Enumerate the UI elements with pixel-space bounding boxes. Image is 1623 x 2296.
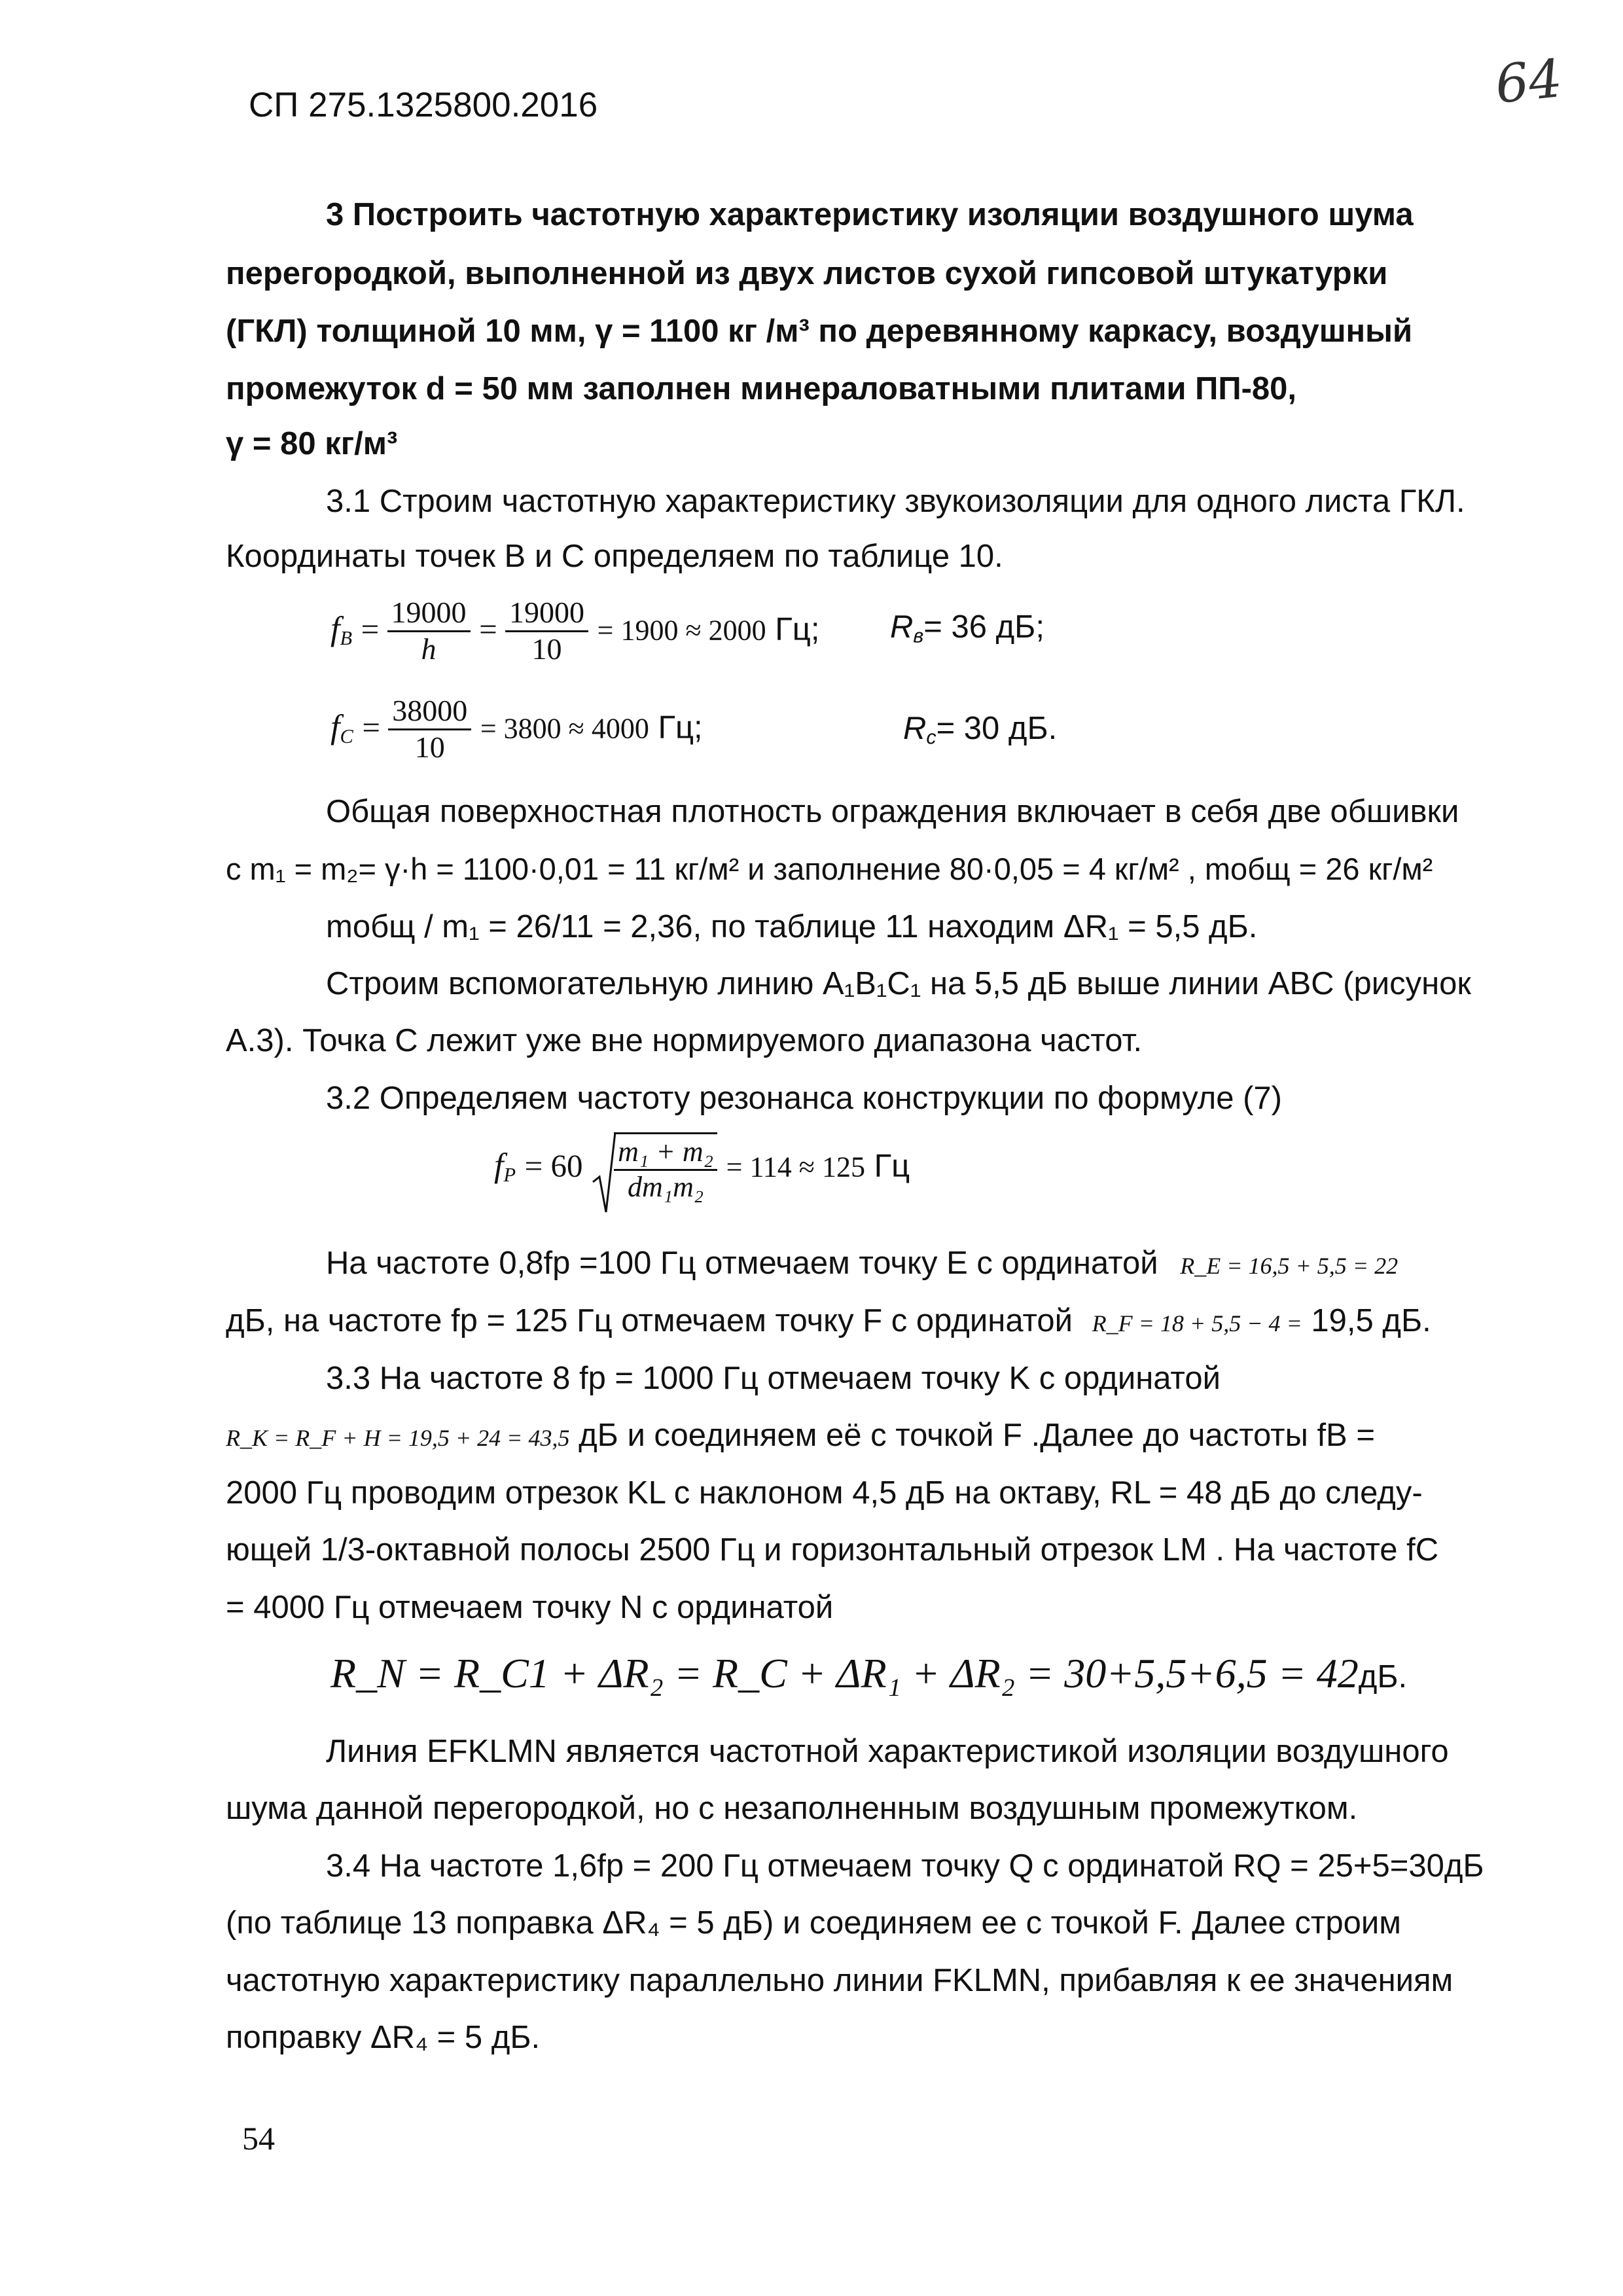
s31-para-4: Строим вспомогательную линию A₁B₁C₁ на 5,5 дБ выше линии ABC (рисунок [326, 966, 1471, 1001]
s33-para-2: шума данной перегородкой, но с незаполненным воздушным промежутком. [226, 1791, 1358, 1826]
handwritten-page-number: 64 [1492, 47, 1565, 116]
rc-value: $R_c= 30$ дБ. [903, 711, 1058, 749]
s33-para-1: Линия EFKLMN является частотной характеристикой изоляции воздушного [326, 1734, 1449, 1769]
s31-para-1: Общая поверхностная плотность ограждения включает в себя две обшивки [326, 794, 1459, 829]
rb-value: $R_в= 36$ дБ; [890, 609, 1044, 647]
s33-line-3: 2000 Гц проводим отрезок KL с наклоном 4,5 дБ на октаву, RL = 48 дБ до следу- [226, 1475, 1423, 1511]
task-heading-line-3: (ГКЛ) толщиной 10 мм, γ = 1100 кг /м³ по деревянному каркасу, воздушный [226, 314, 1413, 349]
s33-line-5: = 4000 Гц отмечаем точку N с ординатой [226, 1590, 834, 1625]
s33-line-2: R_K = R_F + H = 19,5 + 24 = 43,5 дБ и соединяем её с точкой F .Далее до частоты fB = [226, 1418, 1375, 1453]
formula-fb: $f_B$ = $\frac{19000}{h}$ = $\frac{19000}{10}$ = 1900 ≈ 2000 Гц; [330, 596, 820, 666]
s31-line-1: 3.1 Строим частотную характеристику звукоизоляции для одного листа ГКЛ. [326, 484, 1465, 519]
s33-line-1: 3.3 На частоте 8 fр = 1000 Гц отмечаем точку K с ординатой [326, 1361, 1221, 1396]
s32-line-1: 3.2 Определяем частоту резонанса конструкции по формуле (7) [326, 1081, 1283, 1116]
task-heading-line-4: промежуток d = 50 мм заполнен минераловатными плитами ПП-80, [226, 371, 1297, 406]
formula-fp: $f_P = 60$ $\frac{\text{m₁ + m₂}}{\text{dm₁m₂}}$ = 114 ≈ 125 Гц [494, 1132, 910, 1204]
task-heading-line-2: перегородкой, выполненной из двух листов сухой гипсовой штукатурки [226, 256, 1388, 291]
s34-line-4: поправку ΔR₄ = 5 дБ. [226, 2020, 541, 2055]
formula-rn: R_N = R_C1 + ΔR₂ = R_C + ΔR₁ + ΔR₂ = 30+5,5+6,5 = 42дБ. [330, 1650, 1408, 1696]
document-code: СП 275.1325800.2016 [249, 86, 598, 124]
s31-para-5: А.3). Точка C лежит уже вне нормируемого диапазона частот. [226, 1023, 1143, 1058]
s34-line-1: 3.4 На частоте 1,6fр = 200 Гц отмечаем точку Q с ординатой RQ = 25+5=30дБ [326, 1848, 1484, 1884]
task-heading-line-1: 3 Построить частотную характеристику изоляции воздушного шума [326, 197, 1414, 232]
s32-para-1: На частоте 0,8fр =100 Гц отмечаем точку E с ординатой R_E = 16,5 + 5,5 = 22 [326, 1246, 1399, 1281]
formula-fc: $f_C$ = $\frac{38000}{10}$ = 3800 ≈ 4000 Гц; [330, 694, 703, 764]
s34-line-2: (по таблице 13 поправка ΔR₄ = 5 дБ) и соединяем ее с точкой F. Далее строим [226, 1905, 1401, 1941]
s34-line-3: частотную характеристику параллельно линии FKLMN, прибавляя к ее значениям [226, 1963, 1454, 1998]
s31-para-2: с m₁ = m₂= γ·h = 1100·0,01 = 11 кг/м² и заполнение 80·0,05 = 4 кг/м² , mобщ = 26 кг/м² [226, 852, 1433, 886]
s32-para-2: дБ, на частоте fр = 125 Гц отмечаем точку F с ординатой R_F = 18 + 5,5 − 4 = 19,5 дБ. [226, 1303, 1431, 1338]
task-heading-line-5: γ = 80 кг/м³ [226, 426, 398, 461]
page-number: 54 [242, 2120, 275, 2157]
s31-para-3: mобщ / m₁ = 26/11 = 2,36, по таблице 11 находим ΔR₁ = 5,5 дБ. [326, 909, 1258, 944]
s31-line-2: Координаты точек В и С определяем по таблице 10. [226, 539, 1003, 574]
s33-line-4: ющей 1/3-октавной полосы 2500 Гц и горизонтальный отрезок LM . На частоте fC [226, 1532, 1439, 1568]
